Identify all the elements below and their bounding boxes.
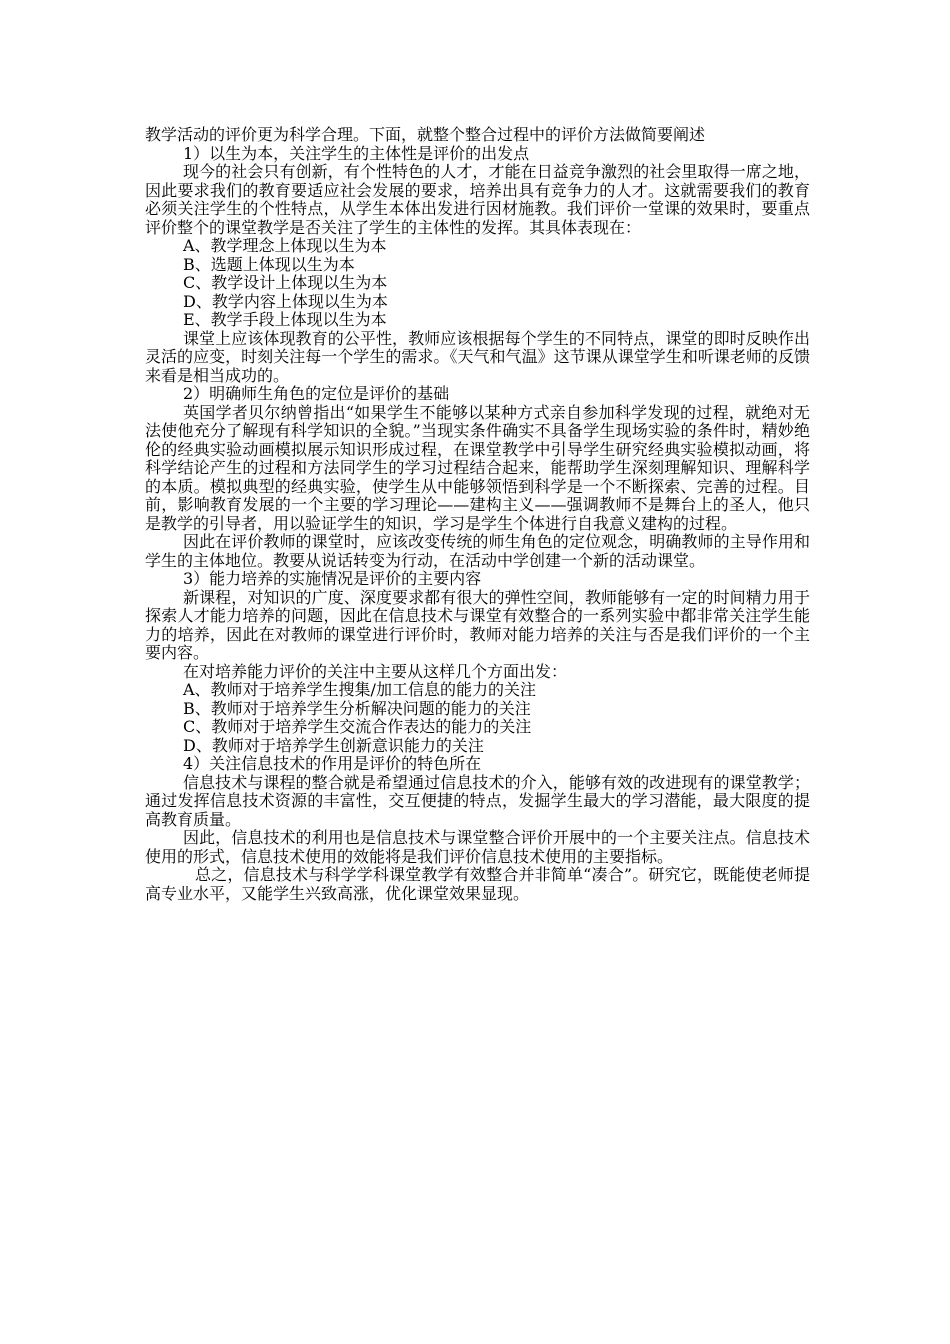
paragraph: 在对培养能力评价的关注中主要从这样几个方面出发： (183, 661, 568, 681)
paragraph: 教学活动的评价更为科学合理。下面，就整个整合过程中的评价方法做简要阐述 (145, 125, 706, 144)
paragraph: A、教学理念上体现以生为本 (183, 236, 387, 255)
paragraph: A、教师对于培养学生搜集/加工信息的能力的关注 (183, 680, 536, 699)
paragraph: 4）关注信息技术的作用是评价的特色所在 (183, 754, 482, 773)
paragraph: B、选题上体现以生为本 (183, 254, 355, 274)
paragraph: C、教师对于培养学生交流合作表达的能力的关注 (183, 717, 532, 736)
paragraph: 因此，信息技术的利用也是信息技术与课堂整合评价开展中的一个主要关注点。信息技术使用的形式，信息技术使用的效能将是我们评价信息技术使用的主要指标。 (145, 828, 810, 866)
paragraph: 因此在评价教师的课堂时，应该改变传统的师生角色的定位观念，明确教师的主导作用和学生的主体地位。教要从说话转变为行动，在活动中学创建一个新的活动课堂。 (145, 532, 810, 570)
paragraph: 新课程，对知识的广度、深度要求都有很大的弹性空间，教师能够有一定的时间精力用于探索人才能力培养的问题，因此在信息技术与课堂有效整合的一系列实验中都非常关注学生能力的培养，因此在对教师的课堂进行评价时，教师对能力培养的关注与否是我们评价的一个主要内容。 (145, 587, 810, 662)
paragraph: 现今的社会只有创新，有个性特色的人才，才能在日益竞争激烈的社会里取得一席之地，因此要求我们的教育要适应社会发展的要求，培养出具有竞争力的人才。这就需要我们的教育必须关注学生的个性特点，从学生本体出发进行因材施教。我们评价一堂课的效果时，要重点评价整个的课堂教学是否关注了学生的主体性的发挥。其具体表现在： (145, 162, 810, 237)
paragraph: C、教学设计上体现以生为本 (183, 273, 388, 292)
document-body (145, 126, 810, 903)
paragraph: E、教学手段上体现以生为本 (183, 310, 387, 329)
paragraph: 总之，信息技术与科学学科课堂教学有效整合并非简单“凑合”。研究它，既能使老师提高专业水平，又能学生兴致高涨，优化课堂效果显现。 (145, 865, 810, 903)
paragraph: D、教学内容上体现以生为本 (183, 291, 388, 311)
paragraph: 英国学者贝尔纳曾指出“如果学生不能够以某种方式亲自参加科学发现的过程，就绝对无法使他充分了解现有科学知识的全貌。”当现实条件确实不具备学生现场实验的条件时，精妙绝伦的经典实验动画模拟展示知识形成过程，在课堂教学中引导学生研究经典实验模拟动画，将科学结论产生的过程和方法同学生的学习过程结合起来，能帮助学生深刻理解知识、理解科学的本质。模拟典型的经典实验，使学生从中能够领悟到科学是一个不断探索、完善的过程。目前，影响教育发展的一个主要的学习理论——建构主义——强调教师不是舞台上的圣人，他只是教学的引导者，用以验证学生的知识，学习是学生个体进行自我意义建构的过程。 (145, 402, 810, 533)
paragraph: 课堂上应该体现教育的公平性，教师应该根据每个学生的不同特点，课堂的即时反映作出灵活的应变，时刻关注每一个学生的需求。《天气和气温》这节课从课堂学生和听课老师的反馈来看是相当成功的。 (145, 328, 810, 385)
paragraph: 2）明确师生角色的定位是评价的基础 (183, 384, 450, 403)
paragraph: 信息技术与课程的整合就是希望通过信息技术的介入，能够有效的改进现有的课堂教学；通过发挥信息技术资源的丰富性，交互便捷的特点，发掘学生最大的学习潜能，最大限度的提高教育质量。 (145, 772, 810, 829)
paragraph: 1）以生为本，关注学生的主体性是评价的出发点 (183, 143, 530, 163)
paragraph: 3）能力培养的实施情况是评价的主要内容 (183, 569, 482, 588)
paragraph: D、教师对于培养学生创新意识能力的关注 (183, 735, 484, 755)
paragraph: B、教师对于培养学生分析解决问题的能力的关注 (183, 698, 531, 718)
